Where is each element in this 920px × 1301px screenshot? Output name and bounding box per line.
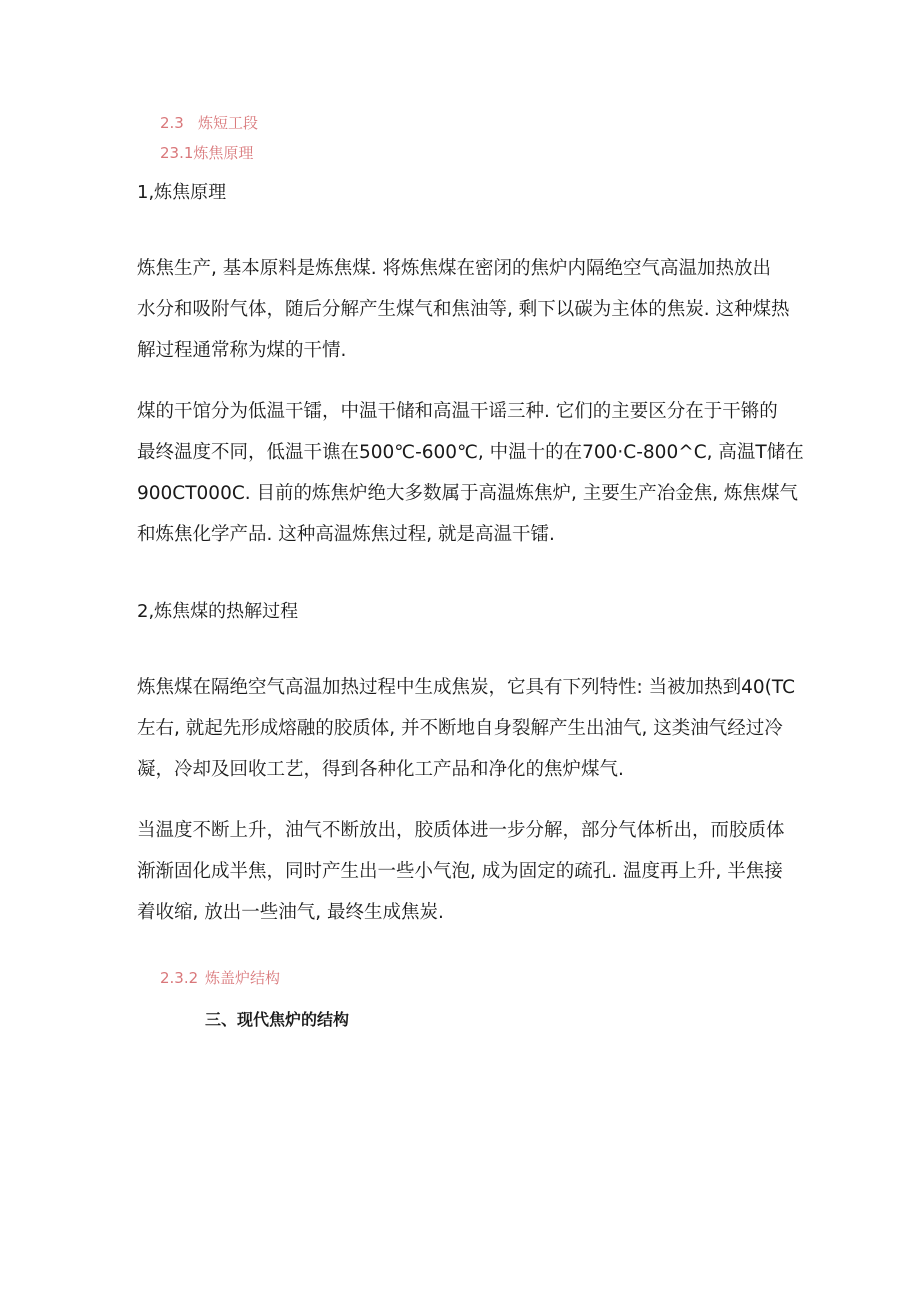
subheading-pyrolysis: 2,炼焦煤的热解过程 bbox=[137, 601, 299, 622]
heading-2-3-2 bbox=[160, 971, 280, 986]
paragraph-line: 煤的干馆分为低温干镭，中温干储和高温干谣三种. 它们的主要区分在于干锵的 bbox=[137, 401, 778, 422]
paragraph-line: 着收缩, 放出一些油气, 最终生成焦炭. bbox=[137, 902, 444, 923]
paragraph-line: 900CT000C. 目前的炼焦炉绝大多数属于高温炼焦炉, 主要生产冶金焦, 炼焦煤气 bbox=[137, 483, 799, 504]
section-title: 三、现代焦炉的结构 bbox=[205, 1010, 350, 1029]
paragraph-line: 凝，冷却及回收工艺，得到各种化工产品和净化的焦炉煤气. bbox=[137, 759, 624, 780]
subheading-coking-principle: 1,炼焦原理 bbox=[137, 182, 227, 203]
paragraph-line: 水分和吸附气体，随后分解产生煤气和焦油等, 剩下以碳为主体的焦炭. 这种煤热 bbox=[137, 299, 790, 320]
paragraph-line: 解过程通常称为煤的干情. bbox=[137, 340, 347, 361]
paragraph-line: 渐渐固化成半焦，同时产生出一些小气泡, 成为固定的疏孔. 温度再上升, 半焦接 bbox=[137, 861, 783, 882]
heading-2-3-1 bbox=[160, 146, 253, 161]
paragraph-1 bbox=[137, 248, 790, 371]
heading-text: 炼短工段 bbox=[198, 114, 259, 132]
paragraph-line: 炼焦生产, 基本原料是炼焦煤. 将炼焦煤在密闭的焦炉内隔绝空气高温加热放出 bbox=[137, 258, 772, 279]
heading-text: 炼盖炉结构 bbox=[205, 969, 281, 987]
paragraph-line: 当温度不断上升，油气不断放出，胶质体进一步分解，部分气体析出，而胶质体 bbox=[137, 820, 785, 841]
heading-2-3 bbox=[160, 116, 258, 131]
paragraph-4 bbox=[137, 810, 787, 933]
heading-text: 23.1炼焦原理 bbox=[160, 144, 254, 162]
paragraph-line: 最终温度不同，低温干谯在500℃-600℃, 中温十的在700·C-800^C, 高温T储在 bbox=[137, 442, 804, 463]
paragraph-line: 和炼焦化学产品. 这种高温炼焦过程, 就是高温干镭. bbox=[137, 524, 555, 545]
heading-number: 2.3 bbox=[160, 114, 184, 132]
heading-number: 2.3.2 bbox=[160, 969, 199, 987]
paragraph-2 bbox=[137, 391, 804, 555]
paragraph-3 bbox=[137, 667, 796, 790]
paragraph-line: 炼焦煤在隔绝空气高温加热过程中生成焦炭，它具有下列特性: 当被加热到40(TC bbox=[137, 677, 796, 698]
paragraph-line: 左右, 就起先形成熔融的胶质体, 并不断地自身裂解产生出油气, 这类油气经过冷 bbox=[137, 718, 783, 739]
